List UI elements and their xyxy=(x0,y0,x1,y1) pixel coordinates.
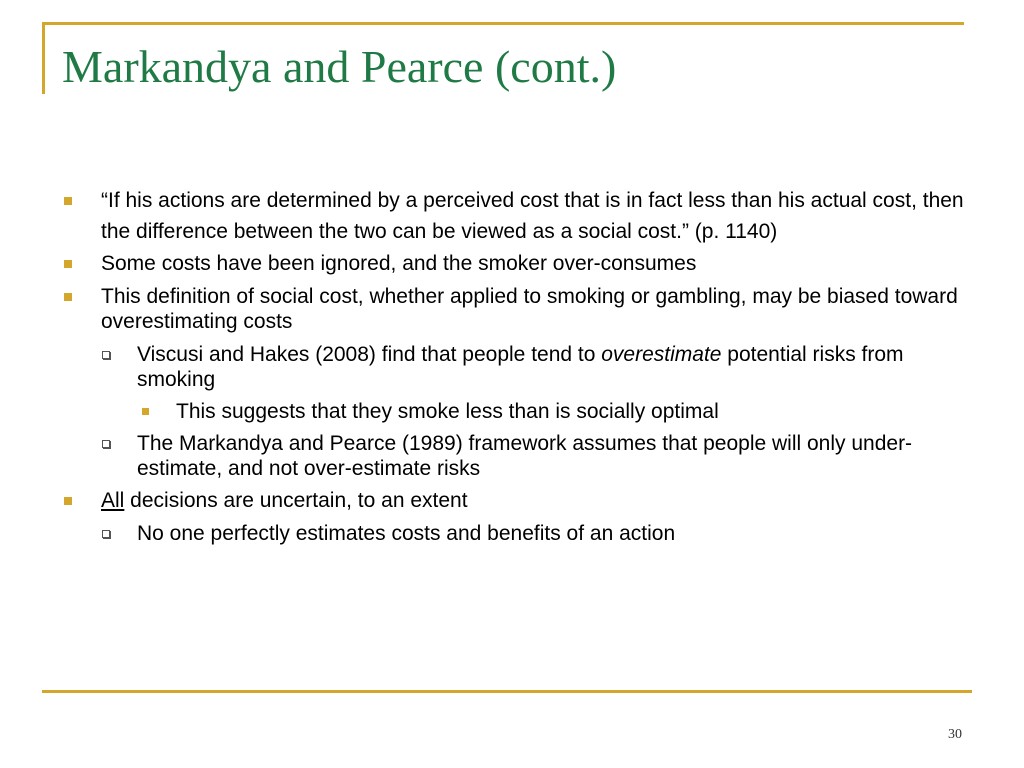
bullet-text: “If his actions are determined by a perceived cost that is in fact less than his actual cost, then the difference between the two can be viewed as a social cost.” (p. 1140) xyxy=(101,189,964,243)
bullet-text: decisions are uncertain, to an extent xyxy=(124,489,468,512)
page-number: 30 xyxy=(948,727,962,742)
hollow-square-bullet-icon xyxy=(102,351,110,359)
sub-bullet-item-framework xyxy=(60,431,970,481)
hollow-square-bullet-icon xyxy=(102,530,110,538)
square-bullet-icon xyxy=(64,497,72,505)
slide-title: Markandya and Pearce (cont.) xyxy=(62,41,617,92)
footer-rule xyxy=(42,690,972,693)
bullet-item-uncertain xyxy=(60,488,970,513)
bullet-item-definition-bias xyxy=(60,284,970,334)
square-bullet-icon xyxy=(142,408,149,415)
bullet-text: Some costs have been ignored, and the smoker over-consumes xyxy=(101,252,697,275)
bullet-item-ignored-costs xyxy=(60,251,970,276)
hollow-square-bullet-icon xyxy=(102,440,110,448)
frame-left-rule xyxy=(42,22,45,94)
square-bullet-icon xyxy=(64,293,72,301)
frame-top-rule xyxy=(42,22,964,25)
square-bullet-icon xyxy=(64,197,72,205)
sub-bullet-item-estimates xyxy=(60,521,970,546)
emphasis-text: overestimate xyxy=(601,343,722,366)
bullet-item-quote xyxy=(60,185,970,247)
bullet-list xyxy=(60,185,970,553)
bullet-text: The Markandya and Pearce (1989) framework assumes that people will only under-estimate, and not over-estimate risks xyxy=(137,432,913,480)
underlined-text: All xyxy=(101,489,125,512)
square-bullet-icon xyxy=(64,260,72,268)
bullet-text: This definition of social cost, whether applied to smoking or gambling, may be biased toward overestimating costs xyxy=(101,285,958,333)
bullet-text: This suggests that they smoke less than is socially optimal xyxy=(176,400,719,423)
bullet-text: No one perfectly estimates costs and benefits of an action xyxy=(137,522,676,545)
bullet-text-pre: Viscusi and Hakes (2008) find that people tend to xyxy=(137,343,602,366)
sub-bullet-item-viscusi xyxy=(60,342,970,392)
sub-sub-bullet-item-optimal xyxy=(60,399,970,424)
bullet-text-post: potential risks from smoking xyxy=(137,343,904,391)
